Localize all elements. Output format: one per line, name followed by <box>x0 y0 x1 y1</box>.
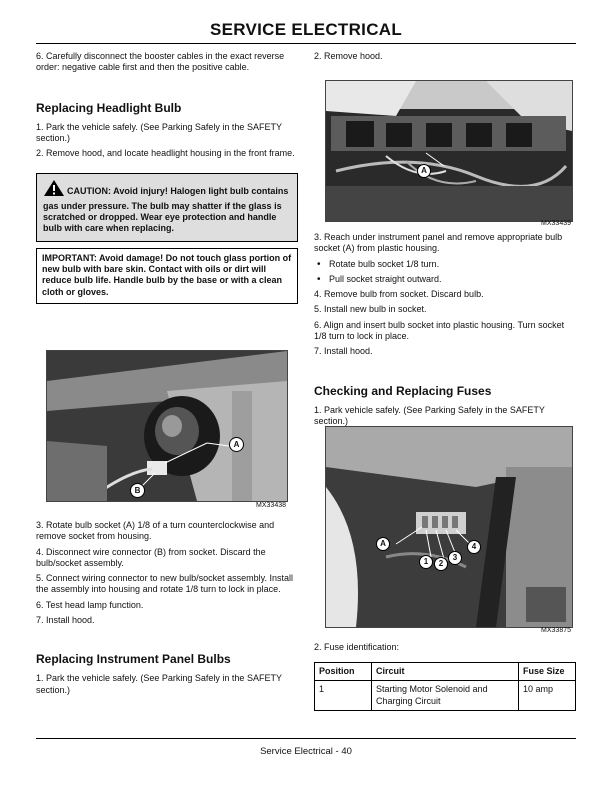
right-column-middle <box>314 232 576 427</box>
headlight-step-6: 6. Test head lamp function. <box>36 599 144 610</box>
left-column <box>36 51 298 304</box>
fuses-step-1: 1. Park vehicle safely. (See Parking Safely in the SAFETY section.) <box>314 404 545 426</box>
important-box <box>36 248 298 304</box>
page-footer: Service Electrical - 40 <box>260 746 352 757</box>
warning-triangle-icon <box>43 179 65 200</box>
headlight-step-5: 5. Connect wiring connector to new bulb/socket assembly. Install the assembly into housing and rotate 1/8 turn to lock in place. <box>36 573 293 595</box>
footer-rule <box>36 738 576 739</box>
table-row <box>315 681 576 711</box>
fuse-table-header-position: Position <box>315 663 372 681</box>
headlight-label-a: A <box>229 437 244 452</box>
fuse-label-1: 1 <box>419 555 433 569</box>
instrument-step-5: 5. Install new bulb in socket. <box>314 304 427 315</box>
fuse-photo <box>325 426 573 628</box>
headlight-photo-caption: MX33438 <box>256 502 286 509</box>
caution-text: CAUTION: Avoid injury! Halogen light bulb contains gas under pressure. The bulb may shatter if the glass is scratched or dropped. Wear eye protection and handle bulb with care when replacing. <box>43 186 289 234</box>
instrument-step-7: 7. Install hood. <box>314 346 373 357</box>
headlight-label-b: B <box>130 483 145 498</box>
header-rule <box>36 43 576 44</box>
right-column-top <box>314 51 576 62</box>
instrument-bullet-1: • Rotate bulb socket 1/8 turn. <box>314 259 576 270</box>
fuses-step-2: 2. Fuse identification: <box>314 642 400 652</box>
fuse-label-4: 4 <box>467 540 481 554</box>
instrument-heading: Replacing Instrument Panel Bulbs <box>36 652 231 667</box>
fuse-table <box>314 662 576 711</box>
headlight-step-1: 1. Park the vehicle safely. (See Parking Safely in the SAFETY section.) <box>36 121 282 143</box>
right-column-lower <box>314 642 576 653</box>
instrument-label-a: A <box>417 164 431 178</box>
instrument-step-4: 4. Remove bulb from socket. Discard bulb. <box>314 289 484 300</box>
instrument-step-6: 6. Align and insert bulb socket into plastic housing. Turn socket 1/8 turn to lock in place. <box>314 319 565 342</box>
headlight-step-7: 7. Install hood. <box>36 615 95 626</box>
headlight-step-4: 4. Disconnect wire connector (B) from socket. Discard the bulb/socket assembly. <box>36 546 266 568</box>
instrument-panel-photo <box>325 80 573 222</box>
caution-box <box>36 173 298 241</box>
left-column-lower <box>36 520 298 696</box>
fuse-table-header-size: Fuse Size <box>519 663 576 681</box>
fuses-heading: Checking and Replacing Fuses <box>314 383 492 398</box>
headlight-heading: Replacing Headlight Bulb <box>36 100 182 115</box>
instrument-step-1: 1. Park the vehicle safely. (See Parking Safely in the SAFETY section.) <box>36 673 282 695</box>
important-text: IMPORTANT: Avoid damage! Do not touch glass portion of new bulb with bare skin. Contact with oils or dirt will reduce bulb life. Handle bulb by the base or with a clean cloth or gloves. <box>42 252 292 297</box>
instrument-step-2: 2. Remove hood. <box>314 51 383 61</box>
fuse-label-a: A <box>376 537 390 551</box>
headlight-step-3: 3. Rotate bulb socket (A) 1/8 of a turn counterclockwise and remove socket from housing. <box>36 520 275 542</box>
fuse-label-3: 3 <box>448 551 462 565</box>
instrument-photo-caption: MX33439 <box>541 220 571 227</box>
jump-start-step-6: 6. Carefully disconnect the booster cables in the exact reverse order: negative cable first and then the positive cable. <box>36 51 285 73</box>
instrument-bullet-2: • Pull socket straight outward. <box>314 274 576 285</box>
fuse-photo-caption: MX33875 <box>541 627 571 634</box>
fuse-size-cell: 10 amp <box>519 681 576 711</box>
page-title: SERVICE ELECTRICAL <box>209 20 403 39</box>
fuse-table-header-row <box>315 663 576 681</box>
instrument-step-3: 3. Reach under instrument panel and remove appropriate bulb socket (A) from plastic housing. <box>314 232 563 254</box>
fuse-position-cell: 1 <box>315 681 372 711</box>
headlight-photo <box>46 350 288 502</box>
headlight-step-2: 2. Remove hood, and locate headlight housing in the front frame. <box>36 148 295 159</box>
fuse-circuit-cell: Starting Motor Solenoid and Charging Circuit <box>372 681 519 711</box>
fuse-table-header-circuit: Circuit <box>372 663 519 681</box>
fuse-label-2: 2 <box>434 557 448 571</box>
